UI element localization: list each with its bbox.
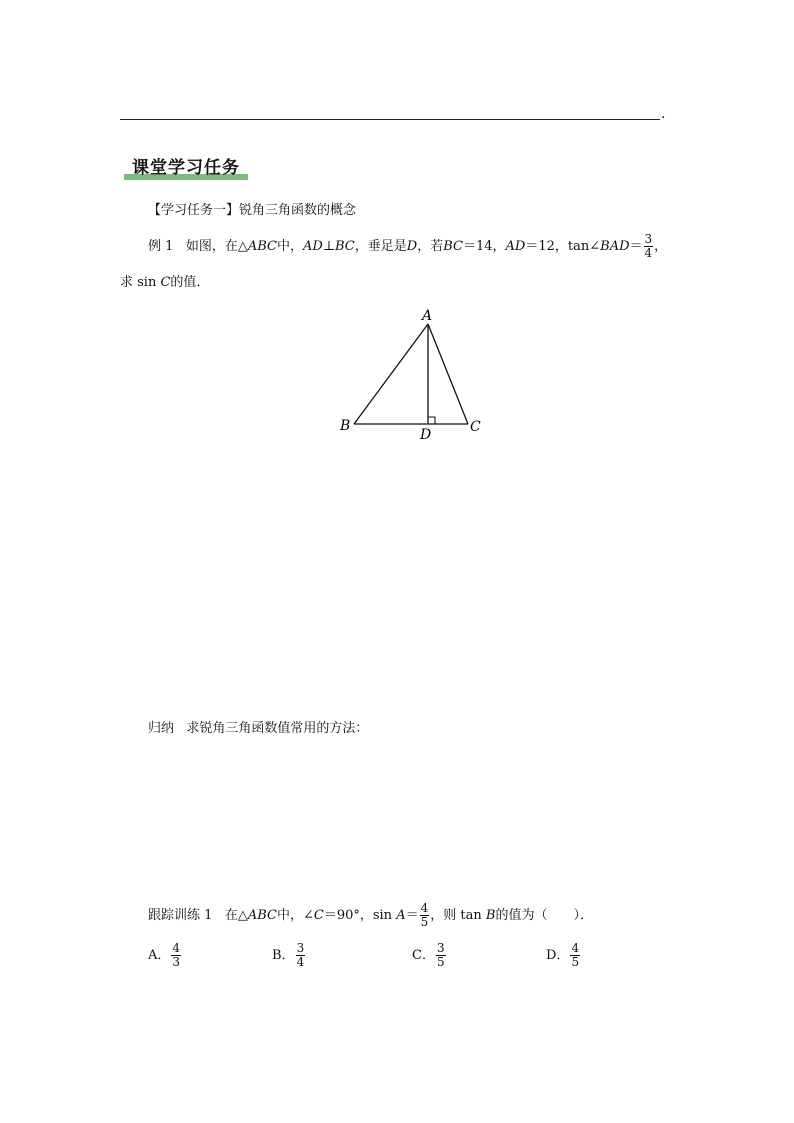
example1-text: 求 sin xyxy=(120,275,161,290)
fraction xyxy=(420,902,430,929)
fraction-denominator: 4 xyxy=(644,246,653,260)
fraction-numerator: 3 xyxy=(644,232,653,246)
segment-bc: BC xyxy=(443,239,463,254)
side-ab xyxy=(354,324,428,424)
triangle-figure xyxy=(330,300,500,450)
section-title: 课堂学习任务 xyxy=(132,158,240,178)
label-b: B xyxy=(340,418,351,434)
point-d: D xyxy=(406,239,418,254)
choice-letter: B． xyxy=(272,948,295,963)
summary-text: 求锐角三角函数值常用的方法： xyxy=(186,721,369,736)
fraction-denominator: 5 xyxy=(436,955,445,969)
fraction-denominator: 4 xyxy=(296,955,305,969)
fraction-numerator: 4 xyxy=(420,901,429,915)
example1-text: ， xyxy=(654,239,668,254)
example1-text: ＝14， xyxy=(462,239,506,254)
fraction-numerator: 4 xyxy=(172,941,181,955)
answer-line-period: . xyxy=(661,106,666,122)
choice-b[interactable] xyxy=(272,942,306,969)
example1-line2 xyxy=(120,271,209,290)
segment-bc: BC xyxy=(335,239,355,254)
choice-d[interactable] xyxy=(546,942,581,969)
choice-a[interactable] xyxy=(148,942,182,969)
answer-line xyxy=(120,119,660,120)
example1-text: ，垂足是 xyxy=(354,239,407,254)
example1-text: ＝ xyxy=(629,239,643,254)
exercise1-text: ，则 tan xyxy=(430,908,486,923)
label-d: D xyxy=(420,427,432,443)
example1-text: ，若 xyxy=(417,239,444,254)
choice-letter: C． xyxy=(412,948,435,963)
task-heading: 【学习任务一】锐角三角函数的概念 xyxy=(148,203,357,218)
fraction-numerator: 3 xyxy=(436,941,445,955)
example1-text: 的值． xyxy=(170,275,210,290)
point-b: B xyxy=(485,908,496,923)
exercise1-line xyxy=(148,902,593,929)
right-angle-mark xyxy=(428,417,435,424)
point-c: C xyxy=(313,908,324,923)
choice-c[interactable] xyxy=(412,942,447,969)
example1-text: 如图，在△ xyxy=(185,239,248,254)
exercise1-text: ＝90°，sin xyxy=(323,908,397,923)
example1-text: ＝12，tan∠ xyxy=(525,239,601,254)
fraction-denominator: 5 xyxy=(571,955,580,969)
example1-label: 例 1 xyxy=(148,239,174,254)
fraction xyxy=(570,942,580,969)
fraction xyxy=(171,942,181,969)
point-a: A xyxy=(396,908,406,923)
fraction-numerator: 3 xyxy=(296,941,305,955)
label-c: C xyxy=(470,419,481,435)
segment-ad: AD xyxy=(302,239,323,254)
summary-line xyxy=(148,717,368,736)
exercise1-label: 跟踪训练 1 xyxy=(148,908,213,923)
fraction-denominator: 3 xyxy=(172,955,181,969)
perp-symbol: ⊥ xyxy=(322,239,336,254)
choice-letter: A． xyxy=(148,948,171,963)
angle-bad: BAD xyxy=(600,239,630,254)
exercise1-text: ＝ xyxy=(405,908,419,923)
triangle-name: ABC xyxy=(247,908,277,923)
example1-text: 中， xyxy=(276,239,303,254)
side-ac xyxy=(428,324,468,424)
fraction-denominator: 5 xyxy=(420,915,429,929)
segment-ad: AD xyxy=(505,239,526,254)
label-a: A xyxy=(422,308,433,324)
fraction xyxy=(644,233,654,260)
fraction xyxy=(296,942,306,969)
exercise1-text: 的值为（ ）． xyxy=(495,908,593,923)
fraction xyxy=(436,942,446,969)
exercise1-text: 在△ xyxy=(224,908,248,923)
fraction-numerator: 4 xyxy=(571,941,580,955)
exercise1-text: 中，∠ xyxy=(276,908,314,923)
triangle-name: ABC xyxy=(247,239,277,254)
choice-letter: D． xyxy=(546,948,570,963)
point-c: C xyxy=(160,275,171,290)
summary-label: 归纳 xyxy=(148,721,175,736)
example1-line1 xyxy=(148,233,667,260)
